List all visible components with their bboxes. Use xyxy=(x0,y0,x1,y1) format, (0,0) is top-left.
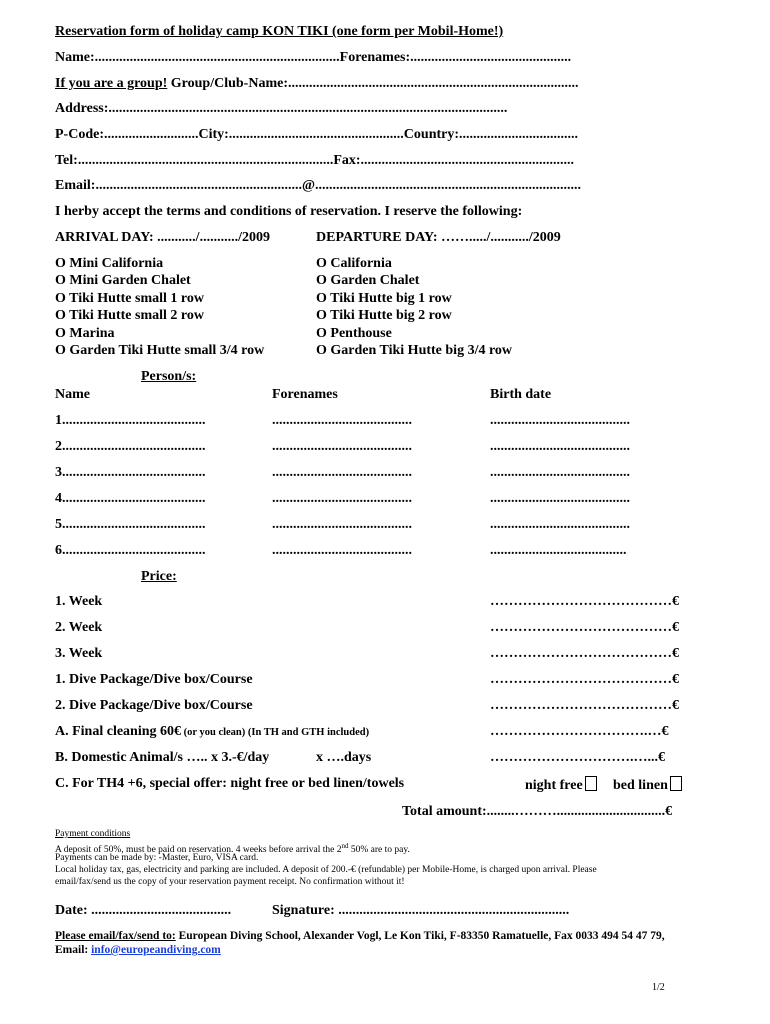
arrival-day-field[interactable]: ARRIVAL DAY: .........../.........../2009 xyxy=(55,230,270,245)
option-mini-garden-chalet[interactable]: O Mini Garden Chalet xyxy=(55,273,191,288)
date-field[interactable]: Date: ........................................ xyxy=(55,903,232,918)
payment-line-1-sup: nd xyxy=(341,842,349,850)
price-value-dive-1[interactable]: …………………………………€ xyxy=(490,672,679,687)
departure-day-field[interactable]: DEPARTURE DAY: ……...../.........../2009 xyxy=(316,230,561,245)
night-free-checkbox[interactable] xyxy=(585,776,597,791)
animal-value[interactable]: ………………………….…...€ xyxy=(490,750,665,765)
night-free-option[interactable] xyxy=(525,776,597,794)
price-label-week-1: 1. Week xyxy=(55,594,103,609)
option-tiki-hutte-big-2[interactable]: O Tiki Hutte big 2 row xyxy=(316,308,452,323)
option-tiki-hutte-small-1[interactable]: O Tiki Hutte small 1 row xyxy=(55,291,204,306)
cleaning-label xyxy=(55,724,369,741)
option-mini-california[interactable]: O Mini California xyxy=(55,256,164,271)
option-marina[interactable]: O Marina xyxy=(55,326,115,341)
price-label-dive-1: 1. Dive Package/Dive box/Course xyxy=(55,672,253,687)
page-number: 1/2 xyxy=(652,982,665,993)
price-value-dive-2[interactable]: …………………………………€ xyxy=(490,698,679,713)
contact-prefix: Please email/fax/send to: xyxy=(55,930,176,942)
address-field[interactable]: Address:.................................................................................................................. xyxy=(55,101,508,116)
contact-address: European Diving School, Alexander Vogl, Le Kon Tiki, F-83350 Ramatuelle, Fax 0033 494 54 47 79, xyxy=(175,930,665,942)
payment-line-2: Payments can be made by: -Master, Euro, VISA card. xyxy=(55,853,259,863)
price-heading: Price: xyxy=(141,569,177,584)
page-title: Reservation form of holiday camp KON TIKI (one form per Mobil-Home!) xyxy=(55,24,504,39)
payment-line-3: Local holiday tax, gas, electricity and parking are included. A deposit of 200.-€ (refundable) per Mobile-Home, is charged upon arrival. Please xyxy=(55,865,597,875)
option-california[interactable]: O California xyxy=(316,256,392,271)
option-garden-tiki-small[interactable]: O Garden Tiki Hutte small 3/4 row xyxy=(55,343,265,358)
person-forenames[interactable]: ........................................ xyxy=(272,465,412,480)
payment-line-1b: 50% are to pay. xyxy=(348,845,410,856)
bed-linen-option[interactable] xyxy=(613,776,682,794)
col-header-name: Name xyxy=(55,387,90,402)
name-field[interactable]: Name:......................................................................Forenames:.............................................. xyxy=(55,50,572,65)
person-birth[interactable]: ........................................ xyxy=(490,465,630,480)
option-penthouse[interactable]: O Penthouse xyxy=(316,326,392,341)
price-value-week-3[interactable]: …………………………………€ xyxy=(490,646,679,661)
offer-label: C. For TH4 +6, special offer: night free or bed linen/towels xyxy=(55,776,405,791)
price-value-week-1[interactable]: …………………………………€ xyxy=(490,594,679,609)
person-name[interactable]: 2......................................... xyxy=(55,439,206,454)
animal-label: B. Domestic Animal/s ….. x 3.-€/day xyxy=(55,750,270,765)
pcode-city-country-field[interactable]: P-Code:...........................City:..................................................Country:.................................. xyxy=(55,127,579,142)
contact-email-label: Email: xyxy=(55,944,92,956)
person-birth[interactable]: ....................................... xyxy=(490,543,627,558)
person-forenames[interactable]: ........................................ xyxy=(272,439,412,454)
total-amount[interactable]: Total amount:........………...............................€ xyxy=(402,804,673,819)
person-birth[interactable]: ........................................ xyxy=(490,413,630,428)
payment-heading: Payment conditions xyxy=(55,829,131,839)
contact-email-link[interactable]: info@europeandiving.com xyxy=(91,944,221,956)
person-birth[interactable]: ........................................ xyxy=(490,517,630,532)
terms-statement: I herby accept the terms and conditions of reservation. I reserve the following: xyxy=(55,204,523,219)
person-name[interactable]: 1......................................... xyxy=(55,413,206,428)
persons-heading: Person/s: xyxy=(141,369,197,384)
signature-field[interactable]: Signature: .................................................................. xyxy=(272,903,570,918)
cleaning-title: A. Final cleaning 60€ xyxy=(55,724,182,739)
option-garden-tiki-big[interactable]: O Garden Tiki Hutte big 3/4 row xyxy=(316,343,513,358)
email-field[interactable]: Email:...........................................................@............................................................................ xyxy=(55,178,581,193)
bed-linen-checkbox[interactable] xyxy=(670,776,682,791)
night-free-label: night free xyxy=(525,778,583,793)
option-tiki-hutte-small-2[interactable]: O Tiki Hutte small 2 row xyxy=(55,308,204,323)
bed-linen-label: bed linen xyxy=(613,778,668,793)
option-garden-chalet[interactable]: O Garden Chalet xyxy=(316,273,420,288)
person-forenames[interactable]: ........................................ xyxy=(272,491,412,506)
person-name[interactable]: 6......................................... xyxy=(55,543,206,558)
person-birth[interactable]: ........................................ xyxy=(490,439,630,454)
payment-line-1a: A deposit of 50%, must be paid on reservation. 4 weeks before arrival the 2 xyxy=(55,845,342,856)
person-forenames[interactable]: ........................................ xyxy=(272,543,412,558)
payment-line-4: email/fax/send us the copy of your reservation payment receipt. No confirmation without it! xyxy=(55,877,405,887)
cleaning-value[interactable]: …………………………….…€ xyxy=(490,724,669,739)
group-prefix: If you are a group! xyxy=(55,76,168,91)
col-header-forenames: Forenames xyxy=(272,387,338,402)
col-header-birth: Birth date xyxy=(490,387,552,402)
option-tiki-hutte-big-1[interactable]: O Tiki Hutte big 1 row xyxy=(316,291,452,306)
contact-email-line xyxy=(55,942,221,958)
group-name-label: Group/Club-Name:................................................................................... xyxy=(167,76,579,91)
person-birth[interactable]: ........................................ xyxy=(490,491,630,506)
price-label-week-3: 3. Week xyxy=(55,646,103,661)
person-forenames[interactable]: ........................................ xyxy=(272,413,412,428)
price-value-week-2[interactable]: …………………………………€ xyxy=(490,620,679,635)
person-forenames[interactable]: ........................................ xyxy=(272,517,412,532)
person-name[interactable]: 4......................................... xyxy=(55,491,206,506)
animal-days[interactable]: x ….days xyxy=(316,750,372,765)
group-field[interactable] xyxy=(55,76,578,92)
person-name[interactable]: 5......................................... xyxy=(55,517,206,532)
cleaning-note: (or you clean) (In TH and GTH included) xyxy=(181,727,370,738)
price-label-dive-2: 2. Dive Package/Dive box/Course xyxy=(55,698,253,713)
tel-fax-field[interactable]: Tel:.........................................................................Fax:............................................................. xyxy=(55,153,575,168)
price-label-week-2: 2. Week xyxy=(55,620,103,635)
person-name[interactable]: 3......................................... xyxy=(55,465,206,480)
